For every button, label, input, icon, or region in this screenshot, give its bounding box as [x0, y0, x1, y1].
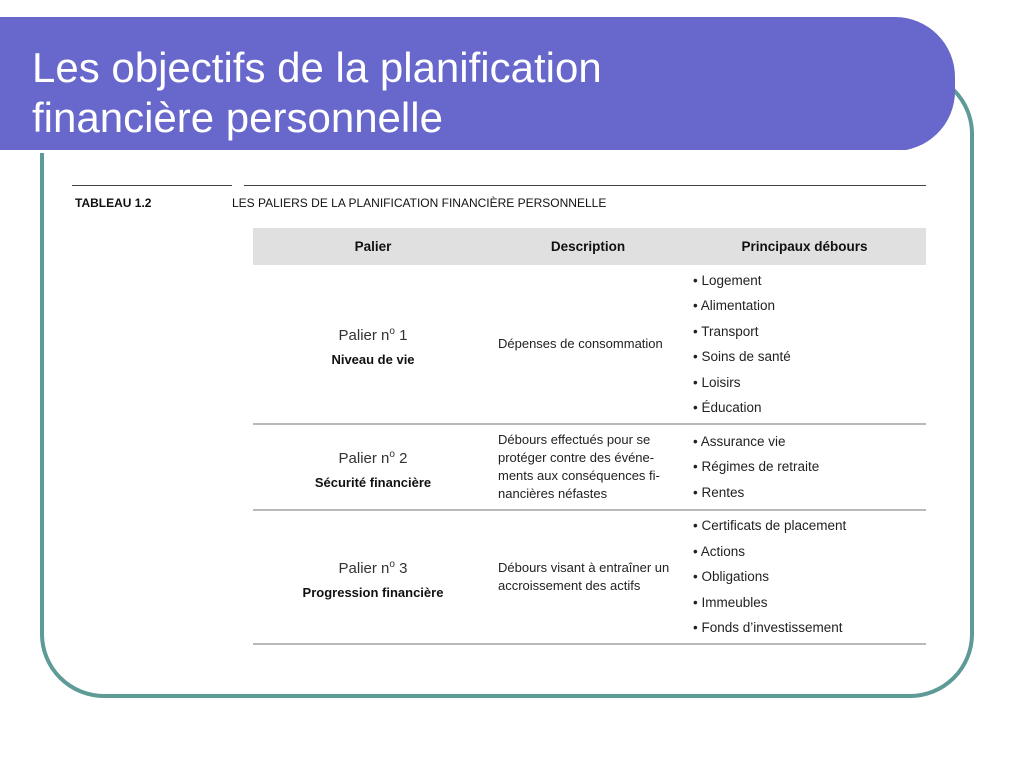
level-number: Palier $n^o$ 2 [338, 448, 408, 467]
list-item: • Actions [693, 539, 926, 565]
description-cell: Débours visant à entraîner un accroissement des actifs [498, 560, 670, 593]
description-cell: Débours effectués pour se protéger contre des événe-ments aux conséquences fi-nancières néfastes [498, 432, 660, 501]
level-number: Palier $n^o$ 3 [338, 558, 408, 577]
table-label: TABLEAU 1.2 [75, 196, 152, 210]
debours-cell [683, 265, 926, 423]
table-row [253, 265, 926, 425]
levels-table [253, 228, 926, 645]
header-palier: Palier [354, 239, 392, 254]
list-item: • Loisirs [693, 370, 926, 396]
level-name: Sécurité financière [314, 474, 432, 490]
description-cell: Dépenses de consommation [498, 336, 663, 351]
table-figure [70, 180, 926, 660]
slide-title-line-1: Les objectifs de la planification [32, 44, 602, 91]
level-name: Progression financière [302, 584, 444, 600]
slide-title [32, 43, 912, 143]
list-item: • Rentes [693, 480, 926, 506]
list-item: • Certificats de placement [693, 513, 926, 539]
table-row [253, 511, 926, 645]
table-row [253, 425, 926, 511]
list-item: • Logement [693, 268, 926, 294]
list-item: • Soins de santé [693, 344, 926, 370]
level-cell [253, 265, 493, 423]
list-item: • Assurance vie [693, 429, 926, 455]
list-item: • Immeubles [693, 590, 926, 616]
header-description: Description [550, 239, 626, 254]
list-item: • Alimentation [693, 293, 926, 319]
top-rule-right [244, 185, 926, 186]
list-item: • Obligations [693, 564, 926, 590]
title-underline [0, 150, 905, 153]
level-number: Palier $n^o$ 1 [338, 325, 408, 344]
list-item: • Éducation [693, 395, 926, 421]
level-cell [253, 425, 493, 509]
header-debours: Principaux débours [741, 239, 868, 254]
top-rule-left [72, 185, 232, 186]
list-item: • Régimes de retraite [693, 454, 926, 480]
level-name: Niveau de vie [331, 351, 415, 367]
table-caption: LES PALIERS DE LA PLANIFICATION FINANCIÈRE PERSONNELLE [232, 196, 607, 210]
debours-cell [683, 511, 926, 643]
title-banner [0, 17, 955, 151]
level-cell [253, 511, 493, 643]
slide-title-line-2: financière personnelle [32, 94, 443, 141]
debours-cell [683, 425, 926, 509]
list-item: • Fonds d’investissement [693, 615, 926, 641]
list-item: • Transport [693, 319, 926, 345]
table-header-row [253, 228, 926, 265]
